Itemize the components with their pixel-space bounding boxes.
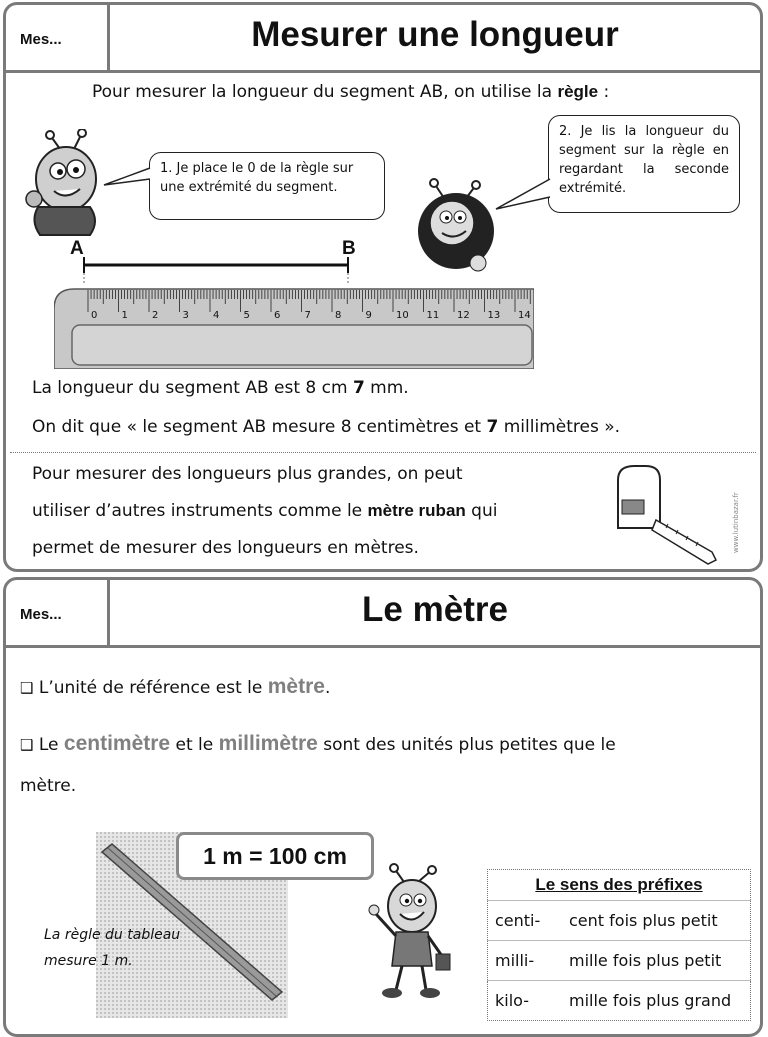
- reference-unit-line: [20, 675, 330, 699]
- ruler-numbers: [91, 310, 531, 321]
- mes-label: Mes...: [6, 580, 110, 645]
- table-row: [488, 941, 751, 981]
- tape-measure-term: mètre ruban: [367, 501, 466, 520]
- point-a-label: A: [70, 238, 84, 259]
- meaning-cell: mille fois plus petit: [562, 941, 751, 981]
- saying-mm-value: 7: [486, 417, 499, 437]
- board-ruler-caption-1: La règle du tableau: [44, 927, 181, 943]
- paragraph-line-2: [32, 501, 497, 521]
- alien-character-icon: [366, 862, 456, 1002]
- card-metre: [3, 577, 763, 1037]
- paragraph-line-2-end: qui: [465, 501, 498, 521]
- ruler-number: 12: [457, 310, 470, 321]
- intro-keyword: règle: [557, 82, 599, 101]
- smaller-units-line-end: mètre.: [20, 776, 77, 796]
- saying-text-end: millimètres ».: [498, 417, 621, 437]
- ruler-number: 5: [243, 310, 250, 321]
- mes-label: Mes...: [6, 5, 110, 70]
- ruler-number: 10: [396, 310, 409, 321]
- smaller-units-text-start: Le: [38, 735, 64, 755]
- ruler-number: 2: [152, 310, 159, 321]
- speech-bubble-step2: 2. Je lis la longueur du segment sur la règle en regardant la seconde extrémité.: [548, 115, 740, 213]
- smaller-units-text-mid: et le: [170, 735, 219, 755]
- intro-text-main: Pour mesurer la longueur du segment AB, on utilise la: [92, 82, 558, 102]
- speech-bubble-step1: 1. Je place le 0 de la règle sur une extrémité du segment.: [149, 152, 385, 220]
- ruler-number: 11: [426, 310, 440, 321]
- ruler-number: 9: [365, 310, 372, 321]
- watermark: www.lutinbazar.fr: [732, 492, 740, 553]
- millimetre-term: millimètre: [218, 732, 318, 755]
- prefix-table: [487, 869, 751, 1021]
- alien-character-icon: [20, 129, 106, 241]
- ruler-number: 1: [121, 310, 128, 321]
- segment-ab: [76, 255, 366, 285]
- checkbox-icon: ❑: [20, 679, 34, 697]
- paragraph-line-1: Pour mesurer des longueurs plus grandes, on peut: [32, 464, 463, 484]
- result-mm-value: 7: [352, 378, 365, 398]
- card-header: [6, 5, 760, 73]
- meaning-cell: cent fois plus petit: [562, 901, 751, 941]
- prefix-table-title: Le sens des préfixes: [535, 875, 703, 894]
- speech-bubble-tail: [102, 165, 152, 189]
- result-text-end: mm.: [364, 378, 409, 398]
- divider: [10, 452, 756, 453]
- reference-unit-end: .: [324, 678, 331, 698]
- metre-term: mètre: [267, 675, 325, 698]
- paragraph-line-2-main: utiliser d’autres instruments comme le: [32, 501, 368, 521]
- ruler-number: 7: [304, 310, 311, 321]
- saying-text-main: On dit que « le segment AB mesure 8 centimètres et: [32, 417, 487, 437]
- ruler-number: 3: [182, 310, 189, 321]
- speech-bubble-tail: [494, 165, 552, 211]
- equation-box: 1 m = 100 cm: [176, 832, 374, 880]
- page-title: Le mètre: [362, 590, 508, 629]
- prefix-cell: milli-: [488, 941, 563, 981]
- ruler-number: 13: [487, 310, 501, 321]
- checkbox-icon: ❑: [20, 736, 34, 754]
- tape-measure-icon: [608, 460, 728, 568]
- ruler-number: 4: [213, 310, 220, 321]
- meaning-cell: mille fois plus grand: [562, 981, 751, 1021]
- page-title: Mesurer une longueur: [251, 15, 619, 54]
- intro-colon: :: [598, 82, 610, 102]
- ruler-number: 14: [518, 310, 531, 321]
- intro-text: [92, 82, 609, 102]
- centimetre-term: centimètre: [63, 732, 171, 755]
- ruler: [54, 285, 534, 369]
- card-header: [6, 580, 760, 648]
- prefix-cell: kilo-: [488, 981, 563, 1021]
- card-measure-length: [3, 2, 763, 572]
- ruler-number: 0: [91, 310, 98, 321]
- point-b-label: B: [342, 238, 356, 259]
- saying-text: [32, 417, 620, 437]
- ruler-number: 6: [274, 310, 281, 321]
- board-ruler-caption-2: mesure 1 m.: [44, 953, 133, 969]
- smaller-units-line: [20, 732, 616, 756]
- result-text-main: La longueur du segment AB est 8 cm: [32, 378, 353, 398]
- prefix-cell: centi-: [488, 901, 563, 941]
- table-row: [488, 901, 751, 941]
- table-row: [488, 981, 751, 1021]
- result-text: [32, 378, 409, 398]
- ruler-number: 8: [335, 310, 342, 321]
- reference-unit-text: L’unité de référence est le: [38, 678, 268, 698]
- smaller-units-text-end: sont des unités plus petites que le: [317, 735, 616, 755]
- paragraph-line-3: permet de mesurer des longueurs en mètres.: [32, 538, 419, 558]
- alien-character-icon: [412, 177, 502, 281]
